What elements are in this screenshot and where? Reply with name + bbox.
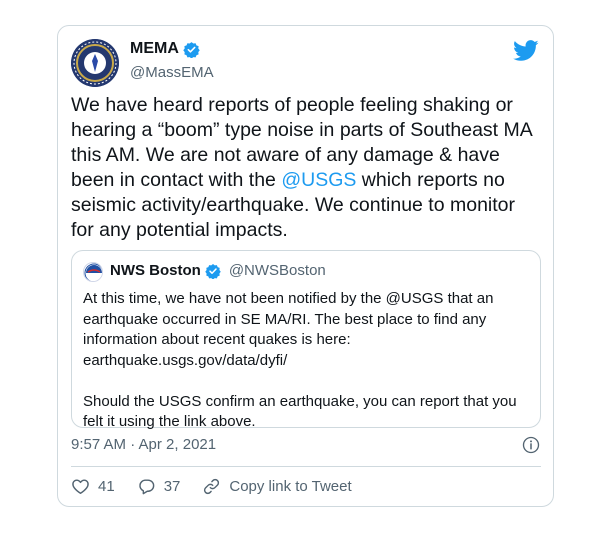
twitter-bird-icon[interactable] bbox=[513, 40, 539, 62]
tweet-text bbox=[71, 93, 541, 243]
tweet-card bbox=[57, 25, 554, 507]
quoted-tweet[interactable] bbox=[71, 250, 541, 428]
verified-badge-icon bbox=[183, 41, 200, 58]
quoted-name-row[interactable] bbox=[110, 262, 326, 279]
like-button[interactable] bbox=[71, 477, 115, 496]
author-name[interactable]: MEMA bbox=[130, 40, 179, 57]
reply-count: 37 bbox=[163, 478, 181, 495]
copy-link-label: Copy link to Tweet bbox=[229, 478, 352, 495]
info-icon[interactable] bbox=[522, 436, 540, 454]
divider bbox=[71, 466, 541, 467]
quoted-author-handle[interactable]: @NWSBoston bbox=[228, 262, 326, 279]
copy-link-button[interactable] bbox=[202, 477, 351, 496]
usgs-mention-link[interactable]: @USGS bbox=[281, 169, 357, 191]
author-name-row[interactable] bbox=[130, 40, 200, 58]
reply-bubble-icon bbox=[137, 477, 156, 496]
quoted-author-name[interactable]: NWS Boston bbox=[110, 262, 201, 279]
quoted-author-avatar[interactable] bbox=[83, 262, 103, 282]
verified-badge-icon bbox=[205, 263, 221, 279]
link-icon bbox=[202, 477, 221, 496]
action-bar bbox=[71, 477, 374, 496]
mema-seal-icon bbox=[71, 39, 119, 87]
quoted-tweet-text: At this time, we have not been notified by the @USGS that an earthquake occurred in SE MA/RI. The best place to find any information about recent quakes is here: earthquake.usgs.gov/data/dyfi/ Should the USGS confirm an earthquake, you can report that you felt it using the link above. bbox=[83, 290, 517, 430]
heart-icon bbox=[71, 477, 90, 496]
tweet-timestamp[interactable]: 9:57 AM · Apr 2, 2021 bbox=[71, 436, 217, 453]
nws-logo-icon bbox=[84, 263, 103, 282]
tweet-text-part: We have heard reports of people feeling shaking or hearing a “boom” type noise in parts of Southeast MA this AM. We are not aware of any damage & have been in contact with the bbox=[71, 94, 532, 191]
author-avatar[interactable] bbox=[71, 39, 119, 87]
tweet-text-part: which reports no seismic activity/earthquake. We continue to monitor for any potential impacts. bbox=[71, 169, 516, 241]
author-handle[interactable]: @MassEMA bbox=[130, 64, 214, 81]
like-count: 41 bbox=[98, 478, 115, 495]
reply-button[interactable] bbox=[137, 477, 181, 496]
